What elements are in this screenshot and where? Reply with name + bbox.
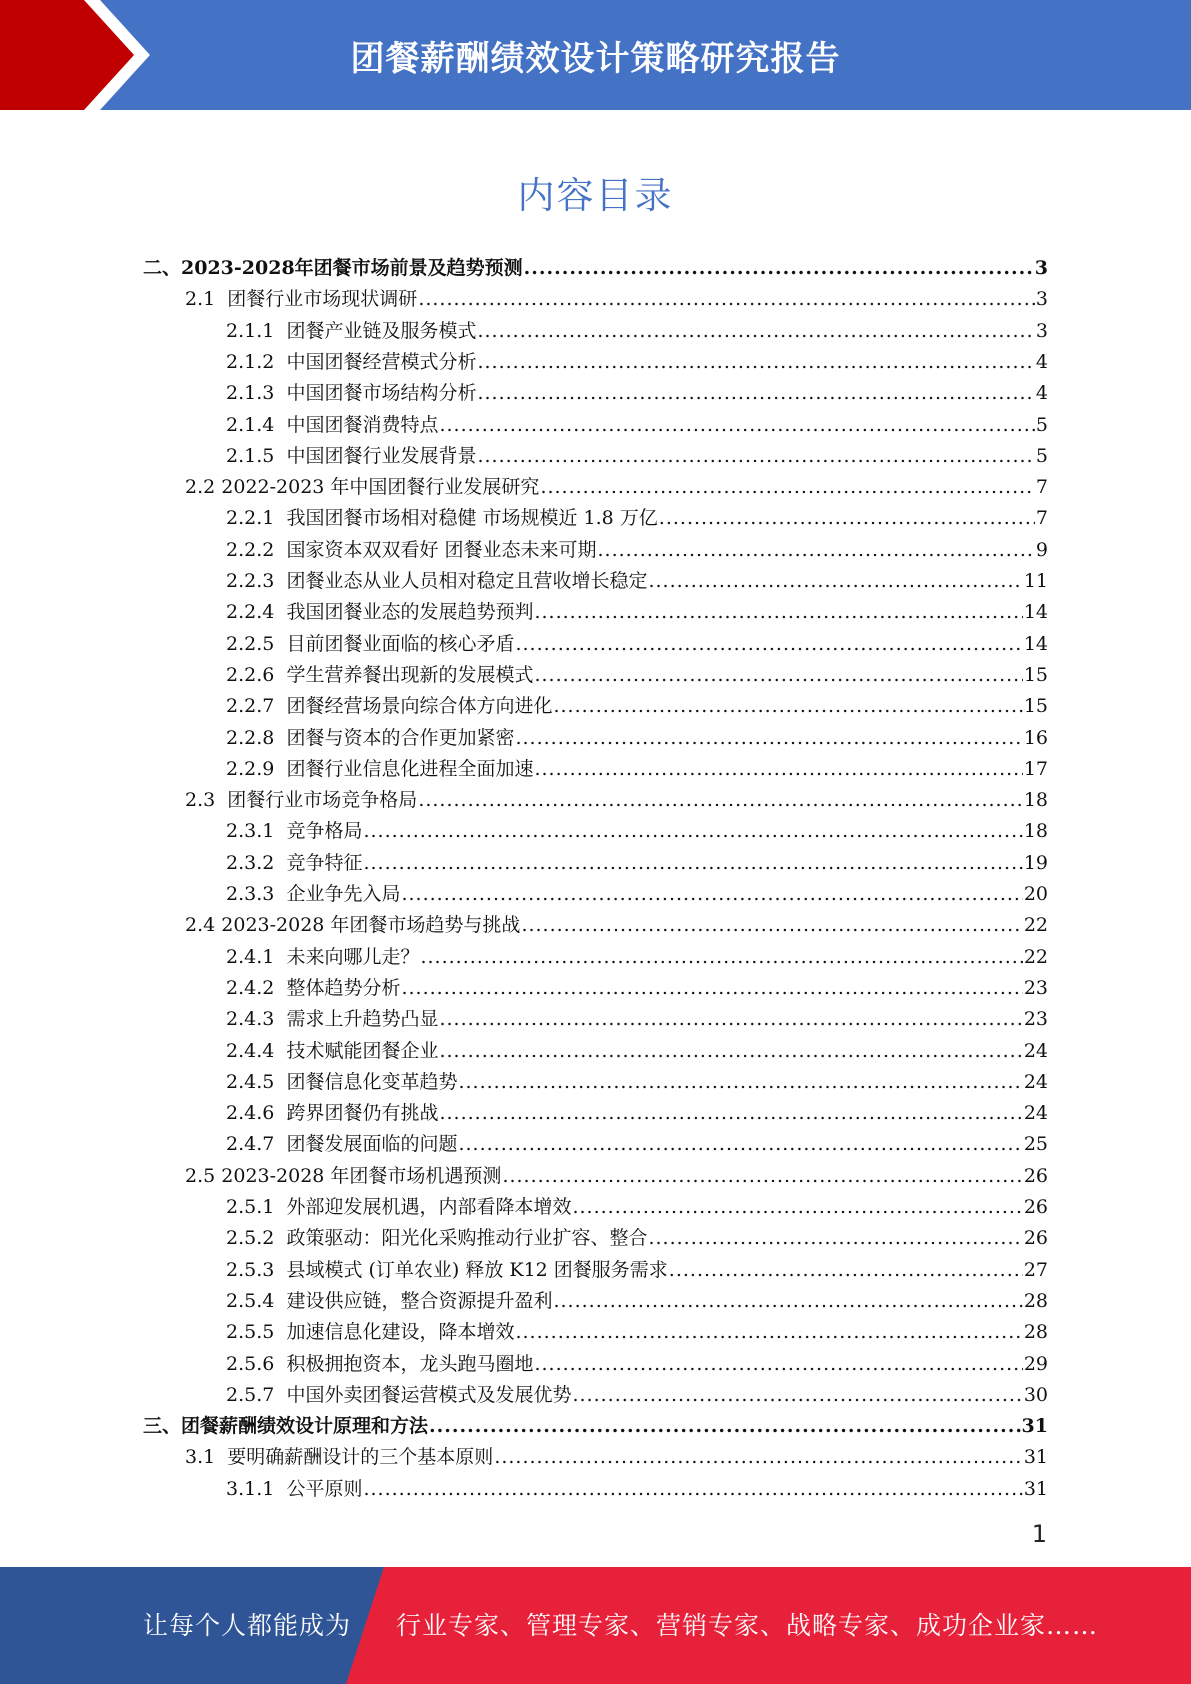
toc-dot-leader — [439, 410, 1034, 441]
toc-entry-title: 政策驱动：阳光化采购推动行业扩容、整合 — [286, 1227, 648, 1250]
toc-dot-leader — [540, 472, 1034, 503]
toc-entry-title: 公平原则 — [286, 1477, 363, 1500]
toc-entry[interactable] — [226, 723, 1048, 754]
toc-entry-title: 学生营养餐出现新的发展模式 — [286, 663, 534, 686]
toc-entry-number: 2.5.3 — [226, 1258, 287, 1281]
toc-entry-number: 2.2.6 — [226, 663, 287, 686]
toc-entry-number: 2.5.2 — [226, 1227, 287, 1250]
toc-entry-page: 11 — [1023, 570, 1048, 592]
toc-entry-page: 3 — [1035, 319, 1048, 342]
toc-entry-number: 2.1 — [185, 288, 228, 311]
toc-dot-leader — [420, 942, 1022, 973]
toc-dot-leader — [521, 910, 1022, 941]
toc-entry-page: 7 — [1035, 476, 1048, 499]
toc-dot-leader — [515, 629, 1022, 660]
toc-dot-leader — [648, 1223, 1022, 1254]
toc-dot-leader — [401, 973, 1022, 1004]
toc-entry[interactable] — [226, 597, 1048, 628]
report-title: 团餐薪酬绩效设计策略研究报告 — [350, 38, 841, 79]
toc-entry-number: 2.2 — [185, 476, 222, 499]
toc-entry-page: 31 — [1023, 1446, 1048, 1469]
toc-entry-page: 15 — [1023, 663, 1048, 686]
toc-entry-title: 加速信息化建设，降本增效 — [286, 1321, 515, 1344]
toc-entry[interactable] — [226, 1286, 1048, 1317]
toc-entry-title: 目前团餐业面临的核心矛盾 — [286, 632, 515, 655]
toc-entry-title: 中国外卖团餐运营模式及发展优势 — [286, 1383, 572, 1406]
toc-entry[interactable] — [226, 503, 1048, 534]
toc-dot-leader — [553, 691, 1022, 722]
toc-entry-page: 22 — [1023, 945, 1048, 968]
toc-entry-number: 2.1.3 — [226, 382, 287, 405]
toc-entry-page: 7 — [1035, 507, 1048, 530]
toc-dot-leader — [534, 754, 1022, 785]
toc-entry-page: 19 — [1023, 851, 1048, 874]
toc-entry-page: 22 — [1023, 914, 1048, 937]
toc-entry[interactable] — [226, 566, 1048, 597]
toc-entry-page: 26 — [1023, 1227, 1048, 1250]
toc-entry-number: 2.2.3 — [226, 570, 287, 592]
toc-entry[interactable] — [143, 253, 1048, 284]
toc-entry[interactable] — [226, 1129, 1048, 1160]
toc-entry[interactable] — [185, 472, 1048, 503]
toc-entry-number: 2.4.6 — [226, 1102, 287, 1125]
toc-entry-number: 2.3.1 — [226, 820, 287, 843]
toc-entry-title: 2023-2028年团餐市场前景及趋势预测 — [181, 257, 523, 279]
toc-entry-title: 未来向哪儿走？ — [286, 945, 420, 968]
toc-entry-title: 中国团餐市场结构分析 — [286, 382, 477, 405]
footer-slogan-left: 让每个人都能成为 — [143, 1611, 352, 1640]
toc-entry-page: 24 — [1023, 1102, 1048, 1125]
toc-entry-number: 2.5.6 — [226, 1352, 287, 1375]
toc-entry-title: 团餐行业信息化进程全面加速 — [286, 757, 534, 780]
toc-entry-title: 外部迎发展机遇，内部看降本增效 — [286, 1196, 572, 1218]
toc-entry-number: 2.4.1 — [226, 945, 287, 968]
toc-dot-leader — [477, 441, 1034, 472]
toc-entry-page: 26 — [1023, 1196, 1048, 1218]
toc-entry[interactable] — [226, 1192, 1048, 1223]
toc-dot-leader — [572, 1380, 1022, 1411]
toc-entry-title: 要明确薪酬设计的三个基本原则 — [227, 1446, 494, 1469]
toc-entry-number: 2.5 — [185, 1164, 222, 1187]
toc-entry-number: 2.2.5 — [226, 632, 287, 655]
toc-entry-number: 2.1.4 — [226, 413, 287, 436]
toc-entry[interactable] — [226, 848, 1048, 879]
toc-entry[interactable] — [226, 441, 1048, 472]
toc-entry-title: 2022-2023 年中国团餐行业发展研究 — [221, 476, 540, 499]
toc-entry-title: 我国团餐市场相对稳健 市场规模近 1.8 万亿 — [286, 507, 658, 530]
toc-dot-leader — [524, 253, 1034, 284]
toc-entry-title: 技术赋能团餐企业 — [286, 1039, 439, 1062]
footer-slogan-right: 行业专家、管理专家、营销专家、战略专家、成功企业家…… — [396, 1611, 1099, 1640]
toc-entry-page: 16 — [1023, 726, 1048, 749]
page-footer — [0, 1567, 1191, 1684]
toc-entry-page: 28 — [1023, 1321, 1048, 1344]
toc-entry-page: 14 — [1023, 632, 1048, 655]
toc-entry[interactable] — [226, 816, 1048, 847]
toc-entry-title: 竞争特征 — [286, 851, 363, 874]
toc-entry-number: 2.5.1 — [226, 1196, 287, 1218]
toc-entry-number: 2.5.7 — [226, 1383, 287, 1406]
toc-entry-title: 2023-2028 年团餐市场趋势与挑战 — [221, 914, 521, 937]
toc-entry[interactable] — [185, 284, 1048, 315]
toc-entry-page: 30 — [1023, 1383, 1048, 1406]
toc-entry-title: 企业争先入局 — [286, 883, 401, 905]
page-number: 1 — [1031, 1520, 1047, 1548]
toc-entry-number: 2.2.4 — [226, 601, 287, 624]
toc-entry-page: 5 — [1035, 413, 1048, 436]
toc-dot-leader — [363, 816, 1022, 847]
toc-dot-leader — [477, 378, 1034, 409]
toc-entry[interactable] — [226, 879, 1048, 910]
toc-entry-number: 2.2.2 — [226, 538, 287, 561]
toc-entry-number: 2.3.2 — [226, 851, 287, 874]
toc-dot-leader — [439, 1098, 1022, 1129]
toc-entry-title: 我国团餐业态的发展趋势预判 — [286, 601, 534, 624]
toc-entry-number: 2.4.7 — [226, 1133, 287, 1156]
toc-entry[interactable] — [226, 629, 1048, 660]
toc-entry[interactable] — [143, 1411, 1048, 1442]
toc-entry[interactable] — [226, 1317, 1048, 1348]
toc-dot-leader — [648, 566, 1022, 597]
toc-entry-title: 团餐行业市场现状调研 — [227, 288, 418, 311]
toc-dot-leader — [502, 1161, 1022, 1192]
toc-entry-title: 团餐薪酬绩效设计原理和方法 — [181, 1415, 429, 1438]
toc-dot-leader — [659, 503, 1035, 534]
toc-entry-page: 27 — [1023, 1258, 1048, 1281]
toc-entry-number: 2.3 — [185, 789, 228, 812]
toc-entry-number: 2.1.2 — [226, 350, 287, 373]
toc-entry[interactable] — [226, 1223, 1048, 1254]
toc-entry-number: 2.2.1 — [226, 507, 287, 530]
toc-entry-page: 23 — [1023, 1008, 1048, 1031]
toc-entry-number: 2.4.5 — [226, 1070, 287, 1093]
toc-dot-leader — [401, 879, 1022, 910]
toc-entry[interactable] — [185, 1161, 1048, 1192]
toc-entry-page: 25 — [1023, 1133, 1048, 1156]
toc-entry-title: 需求上升趋势凸显 — [286, 1008, 439, 1031]
toc-dot-leader — [439, 1036, 1022, 1067]
toc-dot-leader — [477, 347, 1034, 378]
toc-entry-page: 31 — [1021, 1415, 1048, 1438]
toc-entry-page: 9 — [1035, 538, 1048, 561]
toc-entry-title: 团餐行业市场竞争格局 — [227, 789, 418, 812]
toc-entry[interactable] — [226, 1098, 1048, 1129]
toc-entry-title: 团餐产业链及服务模式 — [286, 319, 477, 342]
page-header — [0, 0, 1191, 110]
toc-entry[interactable] — [226, 1474, 1048, 1505]
toc-entry[interactable] — [226, 973, 1048, 1004]
toc-entry-title: 2023-2028 年团餐市场机遇预测 — [221, 1164, 502, 1187]
toc-entry-page: 24 — [1023, 1039, 1048, 1062]
toc-entry[interactable] — [226, 754, 1048, 785]
toc-entry[interactable] — [226, 1380, 1048, 1411]
toc-entry[interactable] — [226, 378, 1048, 409]
toc-entry-page: 26 — [1023, 1164, 1048, 1187]
toc-entry-page: 31 — [1023, 1477, 1048, 1500]
toc-entry[interactable] — [226, 1255, 1048, 1286]
toc-entry-number: 三、 — [143, 1415, 182, 1438]
toc-entry[interactable] — [226, 1349, 1048, 1380]
toc-dot-leader — [363, 848, 1022, 879]
toc-entry-number: 2.2.9 — [226, 757, 287, 780]
toc-entry[interactable] — [226, 316, 1048, 347]
toc-entry-title: 中国团餐消费特点 — [286, 413, 439, 436]
toc-entry-title: 团餐信息化变革趋势 — [286, 1070, 458, 1093]
toc-entry[interactable] — [226, 347, 1048, 378]
toc-entry-number: 3.1 — [185, 1446, 228, 1469]
toc-entry-page: 4 — [1035, 382, 1048, 405]
toc-dot-leader — [534, 597, 1022, 628]
toc-entry-page: 17 — [1023, 757, 1048, 780]
toc-dot-leader — [572, 1192, 1022, 1223]
toc-entry[interactable] — [226, 691, 1048, 722]
toc-entry-number: 2.4.2 — [226, 976, 287, 999]
toc-entry[interactable] — [226, 410, 1048, 441]
toc-entry[interactable] — [226, 942, 1048, 973]
toc-entry-page: 28 — [1023, 1289, 1048, 1312]
toc-entry-title: 中国团餐行业发展背景 — [286, 444, 477, 467]
toc-entry[interactable] — [226, 660, 1048, 691]
toc-entry-page: 20 — [1023, 883, 1048, 905]
toc-entry-number: 2.4.3 — [226, 1008, 287, 1031]
toc-entry[interactable] — [185, 910, 1048, 941]
toc-entry-number: 2.3.3 — [226, 883, 287, 905]
toc-dot-leader — [534, 1349, 1022, 1380]
toc-entry[interactable] — [226, 1004, 1048, 1035]
toc-entry-title: 整体趋势分析 — [286, 976, 401, 999]
toc-entry-number: 2.1.1 — [226, 319, 287, 342]
toc-dot-leader — [418, 284, 1035, 315]
toc-dot-leader — [669, 1255, 1023, 1286]
toc-entry-title: 积极拥抱资本，龙头跑马圈地 — [286, 1352, 534, 1375]
toc-entry[interactable] — [226, 535, 1048, 566]
toc-entry-number: 二、 — [143, 257, 182, 279]
toc-entry-title: 团餐与资本的合作更加紧密 — [286, 726, 515, 749]
toc-entry-title: 国家资本双双看好 团餐业态未来可期 — [286, 538, 597, 561]
toc-dot-leader — [477, 316, 1034, 347]
toc-entry-title: 团餐发展面临的问题 — [286, 1133, 458, 1156]
toc-entry-title: 团餐业态从业人员相对稳定且营收增长稳定 — [286, 570, 648, 592]
toc-entry[interactable] — [226, 1067, 1048, 1098]
toc-entry-title: 竞争格局 — [286, 820, 363, 843]
toc-entry-title: 团餐经营场景向综合体方向进化 — [286, 695, 553, 718]
toc-entry-title: 县域模式 (订单农业) 释放 K12 团餐服务需求 — [286, 1258, 668, 1281]
toc-entry-page: 23 — [1023, 976, 1048, 999]
toc-dot-leader — [429, 1411, 1021, 1442]
toc-entry-number: 2.4 — [185, 914, 222, 937]
toc-heading: 内容目录 — [517, 174, 674, 217]
toc-dot-leader — [553, 1286, 1022, 1317]
toc-dot-leader — [515, 723, 1022, 754]
toc-dot-leader — [515, 1317, 1022, 1348]
toc-entry-number: 3.1.1 — [226, 1477, 287, 1500]
toc-entry-page: 24 — [1023, 1070, 1048, 1093]
toc-dot-leader — [534, 660, 1022, 691]
toc-entry[interactable] — [185, 1442, 1048, 1473]
toc-entry[interactable] — [185, 785, 1048, 816]
toc-dot-leader — [494, 1442, 1023, 1473]
toc-entry-page: 5 — [1035, 444, 1048, 467]
toc-entry-page: 18 — [1023, 789, 1048, 812]
toc-dot-leader — [439, 1004, 1022, 1035]
toc-entry-number: 2.4.4 — [226, 1039, 287, 1062]
toc-entry-number: 2.5.5 — [226, 1321, 287, 1344]
toc-dot-leader — [458, 1129, 1022, 1160]
toc-entry-page: 14 — [1023, 601, 1048, 624]
toc-entry-page: 3 — [1035, 288, 1048, 311]
toc-dot-leader — [597, 535, 1034, 566]
toc-dot-leader — [458, 1067, 1022, 1098]
toc-entry-page: 4 — [1035, 350, 1048, 373]
toc-dot-leader — [363, 1474, 1022, 1505]
toc-entry[interactable] — [226, 1036, 1048, 1067]
toc-entry-title: 建设供应链，整合资源提升盈利 — [286, 1289, 553, 1312]
toc-entry-number: 2.1.5 — [226, 444, 287, 467]
toc-entry-number: 2.2.8 — [226, 726, 287, 749]
toc-entry-page: 3 — [1034, 257, 1048, 279]
toc-entry-page: 15 — [1023, 695, 1048, 718]
toc-entry-title: 跨界团餐仍有挑战 — [286, 1102, 439, 1125]
toc-dot-leader — [418, 785, 1023, 816]
toc-entry-page: 29 — [1023, 1352, 1048, 1375]
toc-entry-number: 2.2.7 — [226, 695, 287, 718]
toc-entry-title: 中国团餐经营模式分析 — [286, 350, 477, 373]
toc-entry-number: 2.5.4 — [226, 1289, 287, 1312]
toc-entry-page: 18 — [1023, 820, 1048, 843]
